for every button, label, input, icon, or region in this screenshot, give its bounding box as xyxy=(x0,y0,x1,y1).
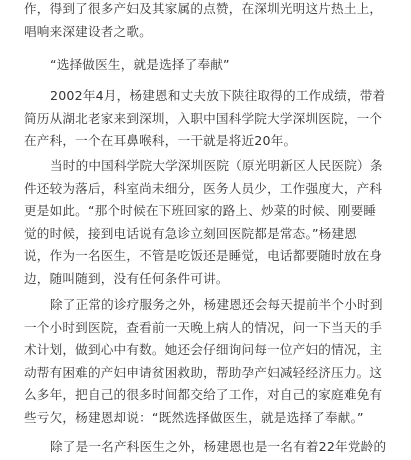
paragraph-4 xyxy=(24,436,396,459)
text-line: 件还较为落后，科室尚未细分，医务人员少，工作强度大，产科 xyxy=(24,180,383,196)
section-subheading: “选择做医生，就是选择了奉献” xyxy=(50,57,230,72)
text-line: 除了是一名产科医生之外，杨建恩也是一名有着22年党龄的 xyxy=(50,439,387,454)
text-line: 觉的时候，接到电话说有急诊立刻回医院都是常态。”杨建恩 xyxy=(24,225,358,241)
text-line: 更是如此。“那个时候在下班回家的路上、炒菜的时候、刚要睡 xyxy=(24,203,377,218)
text-line: 作，得到了很多产妇及其家属的点赞，在深圳光明这片热土上， xyxy=(24,1,383,16)
text-line: 除了正常的诊疗服务之外，杨建恩还会每天提前半个小时到 xyxy=(50,297,383,312)
text-line: 唱响来深建设者之歌。 xyxy=(24,23,152,39)
text-line: 说，作为一名医生，不管是吃饭还是睡觉，电话都要随时放在身 xyxy=(24,248,383,263)
paragraph-1 xyxy=(24,85,396,153)
text-line: 当时的中国科学院大学深圳医院（原光明新区人民医院）条 xyxy=(50,158,383,173)
text-line: 2002年4月，杨建恩和丈夫放下陕往取得的工作成绩，带着 xyxy=(50,88,386,103)
text-line: 术计划，做到心中有数。她还会仔细询问每一位产妇的情况，主 xyxy=(24,342,383,357)
paragraph-3 xyxy=(24,294,396,429)
paragraph-intro xyxy=(24,0,396,43)
text-line: 简历从湖北老家来到深圳，入职中国科学院大学深圳医院，一个 xyxy=(24,110,383,126)
text-line: 在产科，一个在耳鼻喉科，一干就是将近20年。 xyxy=(24,133,297,148)
text-line: 动帮有困难的产妇申请贫困救助，帮助孕产妇减轻经济压力。这 xyxy=(24,364,383,380)
text-line: 些亏欠，杨建恩却说：“既然选择做医生，就是选择了奉献。” xyxy=(24,409,364,425)
paragraph-2 xyxy=(24,155,396,290)
text-line: 么多年，把自己的很多时间都交给了工作，对自己的家庭难免有 xyxy=(24,387,383,402)
text-line: 一个小时到医院，查看前一天晚上病人的情况，问一下当天的手 xyxy=(24,319,383,335)
text-line: 边，随叫随到，没有任何条件可讲。 xyxy=(24,270,229,286)
